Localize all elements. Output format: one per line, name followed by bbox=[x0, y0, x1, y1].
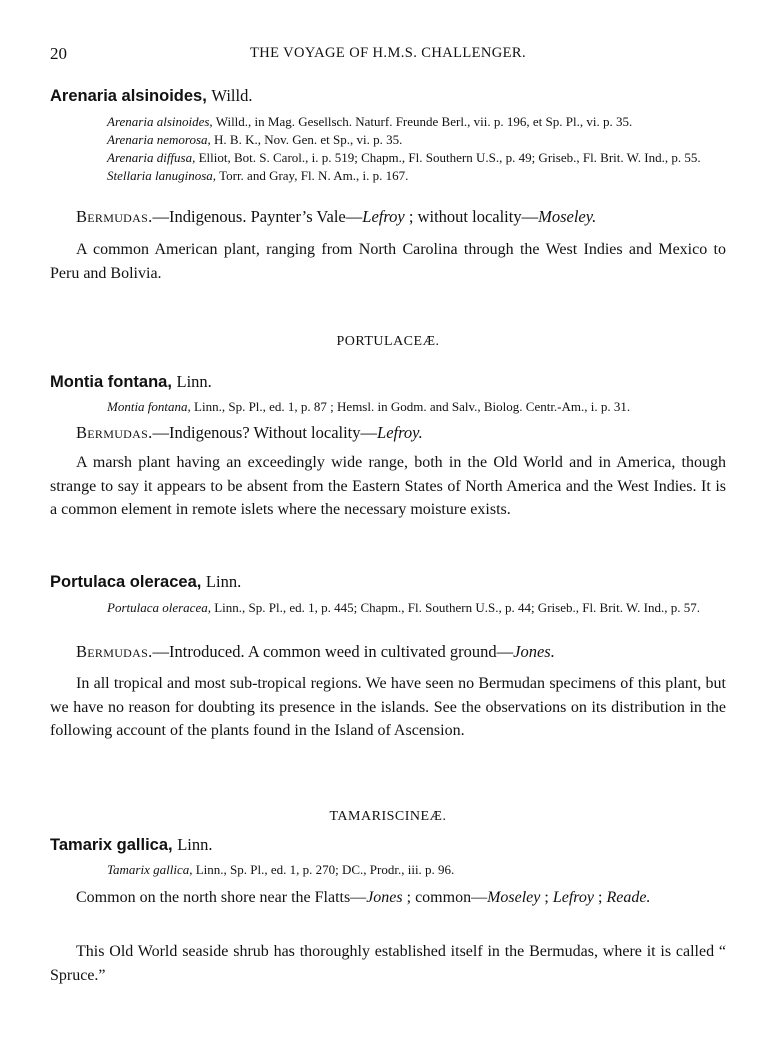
synonym-ref: Willd., in Mag. Gesellsch. Naturf. Freunde Berl., vii. p. 196, et Sp. Pl., vi. p. 35. bbox=[215, 114, 633, 129]
species-name: Arenaria alsinoides, bbox=[50, 87, 207, 105]
synonym-name: Montia fontana, bbox=[107, 399, 191, 414]
synonym-ref: Linn., Sp. Pl., ed. 1, p. 445; Chapm., Fl. Southern U.S., p. 44; Griseb., Fl. Brit. W. Ind., p. 57. bbox=[214, 600, 700, 615]
distribution-text: —Indigenous. Paynter’s Vale— bbox=[152, 207, 363, 226]
paragraph-text: ; bbox=[594, 889, 607, 906]
synonymy-arenaria bbox=[50, 113, 726, 185]
distribution-text: ; without locality— bbox=[404, 207, 539, 226]
family-heading-tamariscineae: TAMARISCINEÆ. bbox=[329, 809, 447, 824]
synonymy-tamarix bbox=[50, 861, 726, 879]
synonym-name: Portulaca oleracea, bbox=[107, 600, 211, 615]
species-entry-portulaca bbox=[50, 572, 726, 592]
paragraph-text: Common on the north shore near the Flatts— bbox=[76, 889, 367, 906]
synonym-ref: Linn., Sp. Pl., ed. 1, p. 270; DC., Prodr., iii. p. 96. bbox=[195, 862, 455, 877]
page-number: 20 bbox=[50, 44, 67, 63]
species-name: Montia fontana, bbox=[50, 373, 172, 391]
species-authority: Willd. bbox=[211, 86, 253, 105]
synonym-name: Arenaria alsinoides, bbox=[107, 114, 213, 129]
species-heading bbox=[50, 835, 726, 855]
synonym-line bbox=[50, 149, 726, 167]
distribution-text: —Indigenous? Without locality— bbox=[152, 423, 378, 442]
paragraph-arenaria: A common American plant, ranging from North Carolina through the West Indies and Mexico to Peru and Bolivia. bbox=[50, 241, 726, 282]
paragraph-portulaca: In all tropical and most sub-tropical regions. We have seen no Bermudan specimens of this plant, but we have no reason for doubting its presence in the islands. See the observations on its distribution in the following account of the plants found in the Island of Ascension. bbox=[50, 675, 726, 739]
paragraph-tamarix: This Old World seaside shrub has thoroughly established itself in the Bermudas, where it is called “ Spruce.” bbox=[50, 943, 726, 984]
species-entry-tamarix bbox=[50, 835, 726, 855]
locality: Bermudas. bbox=[76, 207, 153, 226]
page-header bbox=[50, 44, 726, 66]
species-name: Portulaca oleracea, bbox=[50, 573, 202, 591]
collector: Lefroy bbox=[362, 207, 405, 226]
synonym-name: Stellaria lanuginosa, bbox=[107, 168, 217, 183]
paragraph-text: ; bbox=[540, 889, 553, 906]
synonym-name: Arenaria nemorosa, bbox=[107, 132, 211, 147]
species-heading bbox=[50, 372, 726, 392]
synonym-ref: Linn., Sp. Pl., ed. 1, p. 87 ; Hemsl. in Godm. and Salv., Biolog. Centr.-Am., i. p. 31. bbox=[194, 399, 631, 414]
distribution-arenaria bbox=[50, 207, 752, 227]
synonymy-montia bbox=[50, 398, 726, 416]
collector: Jones bbox=[366, 889, 403, 906]
distribution-text: —Introduced. A common weed in cultivated ground— bbox=[152, 642, 514, 661]
species-name: Tamarix gallica, bbox=[50, 836, 173, 854]
synonym-ref: Elliot, Bot. S. Carol., i. p. 519; Chapm., Fl. Southern U.S., p. 49; Griseb., Fl. Brit. W. Ind., p. 55. bbox=[198, 150, 701, 165]
collector: Jones. bbox=[513, 642, 555, 661]
species-authority: Linn. bbox=[205, 572, 242, 591]
synonym-ref: Torr. and Gray, Fl. N. Am., i. p. 167. bbox=[219, 168, 409, 183]
synonym-line bbox=[50, 113, 726, 131]
species-entry-arenaria bbox=[50, 86, 726, 106]
synonym-line bbox=[50, 861, 726, 879]
paragraph-montia: A marsh plant having an exceedingly wide range, both in the Old World and in America, though strange to say it appears to be absent from the Eastern States of North America and the West Indies. It is a common element in remote islets where the necessary moisture exists. bbox=[50, 454, 726, 518]
running-title: THE VOYAGE OF H.M.S. CHALLENGER. bbox=[250, 45, 526, 61]
species-entry-montia bbox=[50, 372, 726, 392]
distribution-montia bbox=[50, 423, 752, 443]
paragraph-tamarix-localities bbox=[50, 886, 726, 910]
collector: Moseley bbox=[487, 889, 541, 906]
collector: Lefroy bbox=[552, 889, 595, 906]
collector: Moseley. bbox=[538, 207, 597, 226]
paragraph-text: ; common— bbox=[402, 889, 488, 906]
synonym-ref: H. B. K., Nov. Gen. et Sp., vi. p. 35. bbox=[214, 132, 403, 147]
synonym-line bbox=[50, 398, 726, 416]
species-authority: Linn. bbox=[177, 835, 213, 854]
distribution-portulaca bbox=[50, 642, 752, 662]
synonym-name: Arenaria diffusa, bbox=[107, 150, 196, 165]
species-heading bbox=[50, 86, 726, 106]
locality: Bermudas. bbox=[76, 423, 153, 442]
locality: Bermudas. bbox=[76, 642, 153, 661]
collector: Reade. bbox=[606, 889, 651, 906]
collector: Lefroy. bbox=[377, 423, 423, 442]
synonym-name: Tamarix gallica, bbox=[107, 862, 193, 877]
family-heading-portulaceae: PORTULACEÆ. bbox=[336, 334, 440, 349]
synonym-line bbox=[50, 131, 726, 149]
synonym-line bbox=[50, 167, 726, 185]
species-heading bbox=[50, 572, 726, 592]
synonymy-portulaca bbox=[50, 599, 726, 617]
synonym-line bbox=[50, 599, 726, 617]
species-authority: Linn. bbox=[176, 372, 212, 391]
